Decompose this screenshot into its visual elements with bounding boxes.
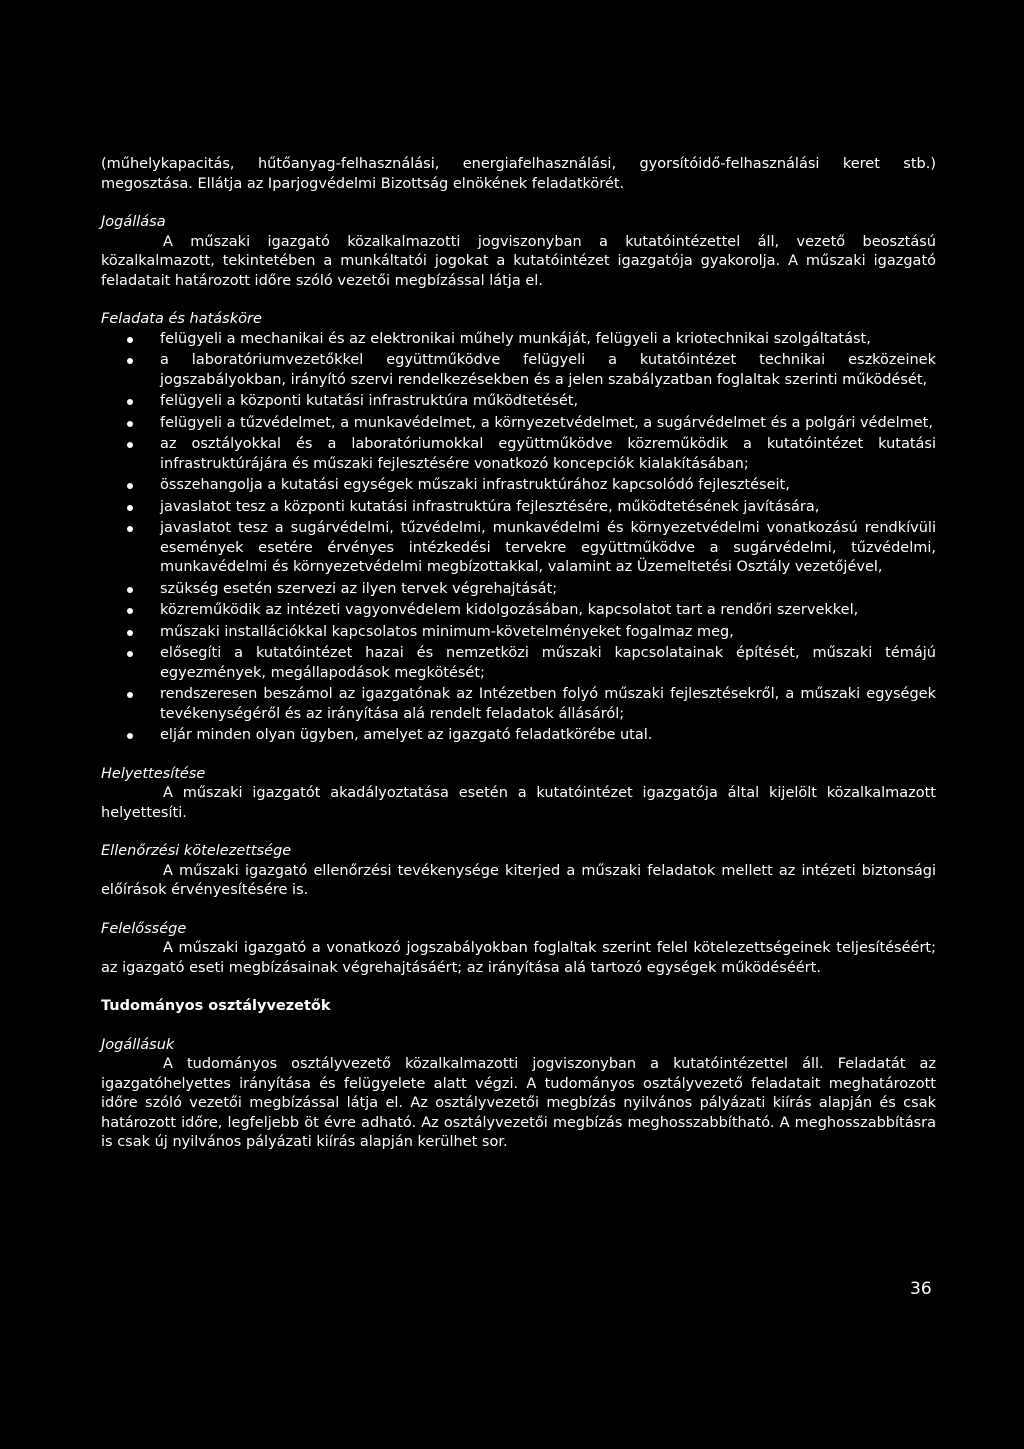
- paragraph-jogallasuk: A tudományos osztályvezető közalkalmazotti jogviszonyban a kutatóintézettel áll. Feladatát az igazgatóhelyettes irányítása és felügyelete alatt végzi. A tudományos osztályvezető feladatait meghatározott időre szóló vezetői megbízással látja el. Az osztályvezetői megbízás nyilvános pályázati kiírás alapján és csak határozott időre, legfeljebb öt évre adható. Az osztályvezetői megbízás meghosszabbítható. A meghosszabbításra is csak új nyilvános pályázati kiírás alapján kerülhet sor.: [101, 1056, 936, 1150]
- section-helyettesitese: [101, 765, 936, 824]
- section-felelossege: [101, 920, 936, 979]
- list-item: szükség esetén szervezi az ilyen tervek végrehajtását;: [101, 580, 936, 600]
- list-item: összehangolja a kutatási egységek műszaki infrastruktúrához kapcsolódó fejlesztéseit,: [101, 476, 936, 496]
- heading-feladata: Feladata és hatásköre: [101, 311, 262, 327]
- bullet-icon: [127, 358, 133, 364]
- bullet-icon: [127, 651, 133, 657]
- paragraph-felelossege: A műszaki igazgató a vonatkozó jogszabályokban foglaltak szerint felel kötelezettségeinek teljesítéséért; az igazgató eseti megbízásainak végrehajtásáért; az irányítása alá tartozó egységek működéséért.: [101, 940, 936, 976]
- section-ellenorzesi: [101, 842, 936, 901]
- section-feladata: [101, 310, 936, 746]
- document-page: [101, 155, 936, 1153]
- list-item: rendszeresen beszámol az igazgatónak az Intézetben folyó műszaki fejlesztésekről, a műszaki egységek tevékenységéről és az irányítása alá rendelt feladatok állásáról;: [101, 685, 936, 724]
- section-jogallasa: [101, 213, 936, 291]
- section-tudomanyos: [101, 997, 936, 1153]
- paragraph-ellenorzesi: A műszaki igazgató ellenőrzési tevékenysége kiterjed a műszaki feladatok mellett az intézeti biztonsági előírások érvényesítésére is.: [101, 862, 936, 898]
- list-item: felügyeli a központi kutatási infrastruktúra működtetését,: [101, 392, 936, 412]
- bullet-icon: [127, 442, 133, 448]
- list-item: javaslatot tesz a sugárvédelmi, tűzvédelmi, munkavédelmi és környezetvédelmi vonatkozású rendkívüli események esetére érvényes intézkedési tervekre együttműködve a sugárvédelmi, tűzvédelmi, munkavédelmi és környezetvédelmi megbízottakkal, valamint az Üzemeltetési Osztály vezetőjével,: [101, 519, 936, 578]
- bullet-icon: [127, 587, 133, 593]
- heading-ellenorzesi: Ellenőrzési kötelezettsége: [101, 843, 292, 859]
- heading-jogallasa: Jogállása: [101, 214, 166, 230]
- subsection-jogallasuk: [101, 1036, 936, 1153]
- bullet-icon: [127, 505, 133, 511]
- heading-felelossege: Felelőssége: [101, 920, 187, 937]
- list-item: műszaki installációkkal kapcsolatos minimum-követelményeket fogalmaz meg,: [101, 623, 936, 643]
- list-item: elősegíti a kutatóintézet hazai és nemzetközi műszaki kapcsolatainak építését, műszaki témájú egyezmények, megállapodások megkötését;: [101, 644, 936, 683]
- bullet-icon: [127, 483, 133, 489]
- intro-paragraph: (műhelykapacitás, hűtőanyag-felhasználási, energiafelhasználási, gyorsítóidő-felhasználási keret stb.) megosztása. Ellátja az Iparjogvédelmi Bizottság elnökének feladatkörét.: [101, 156, 936, 192]
- bullet-icon: [127, 399, 133, 405]
- bullet-icon: [127, 608, 133, 614]
- heading-helyettesitese: Helyettesítése: [101, 765, 206, 782]
- bullet-icon: [127, 733, 133, 739]
- page-number: 36: [910, 1279, 932, 1299]
- bullet-icon: [127, 630, 133, 636]
- list-item: közreműködik az intézeti vagyonvédelem kidolgozásában, kapcsolatot tart a rendőri szervekkel,: [101, 601, 936, 621]
- list-item: felügyeli a mechanikai és az elektronikai műhely munkáját, felügyeli a kriotechnikai szolgáltatást,: [101, 330, 936, 350]
- list-item: az osztályokkal és a laboratóriumokkal együttműködve közreműködik a kutatóintézet kutatási infrastruktúrájára és műszaki fejlesztésére vonatkozó koncepciók kialakításában;: [101, 435, 936, 474]
- paragraph-helyettesitese: A műszaki igazgatót akadályoztatása esetén a kutatóintézet igazgatója által kijelölt közalkalmazott helyettesíti.: [101, 785, 936, 821]
- list-item: a laboratóriumvezetőkkel együttműködve felügyeli a kutatóintézet technikai eszközeinek jogszabályokban, irányító szervi rendelkezésekben és a jelen szabályzatban foglaltak szerinti működését,: [101, 351, 936, 390]
- list-item: felügyeli a tűzvédelmet, a munkavédelmet, a környezetvédelmet, a sugárvédelmet és a polgári védelmet,: [101, 414, 936, 434]
- list-item: eljár minden olyan ügyben, amelyet az igazgató feladatkörébe utal.: [101, 726, 936, 746]
- feladata-list: [101, 330, 936, 746]
- heading-jogallasuk: Jogállásuk: [101, 1036, 175, 1053]
- list-item: javaslatot tesz a központi kutatási infrastruktúra fejlesztésére, működtetésének javítására,: [101, 498, 936, 518]
- bullet-icon: [127, 526, 133, 532]
- title-tudomanyos: Tudományos osztályvezetők: [101, 998, 331, 1014]
- bullet-icon: [127, 692, 133, 698]
- paragraph-jogallasa: A műszaki igazgató közalkalmazotti jogviszonyban a kutatóintézettel áll, vezető beosztású közalkalmazott, tekintetében a munkáltatói jogokat a kutatóintézet igazgatója gyakorolja. A műszaki igazgató feladatait határozott időre szóló vezetői megbízással látja el.: [101, 233, 936, 289]
- bullet-icon: [127, 337, 133, 343]
- bullet-icon: [127, 421, 133, 427]
